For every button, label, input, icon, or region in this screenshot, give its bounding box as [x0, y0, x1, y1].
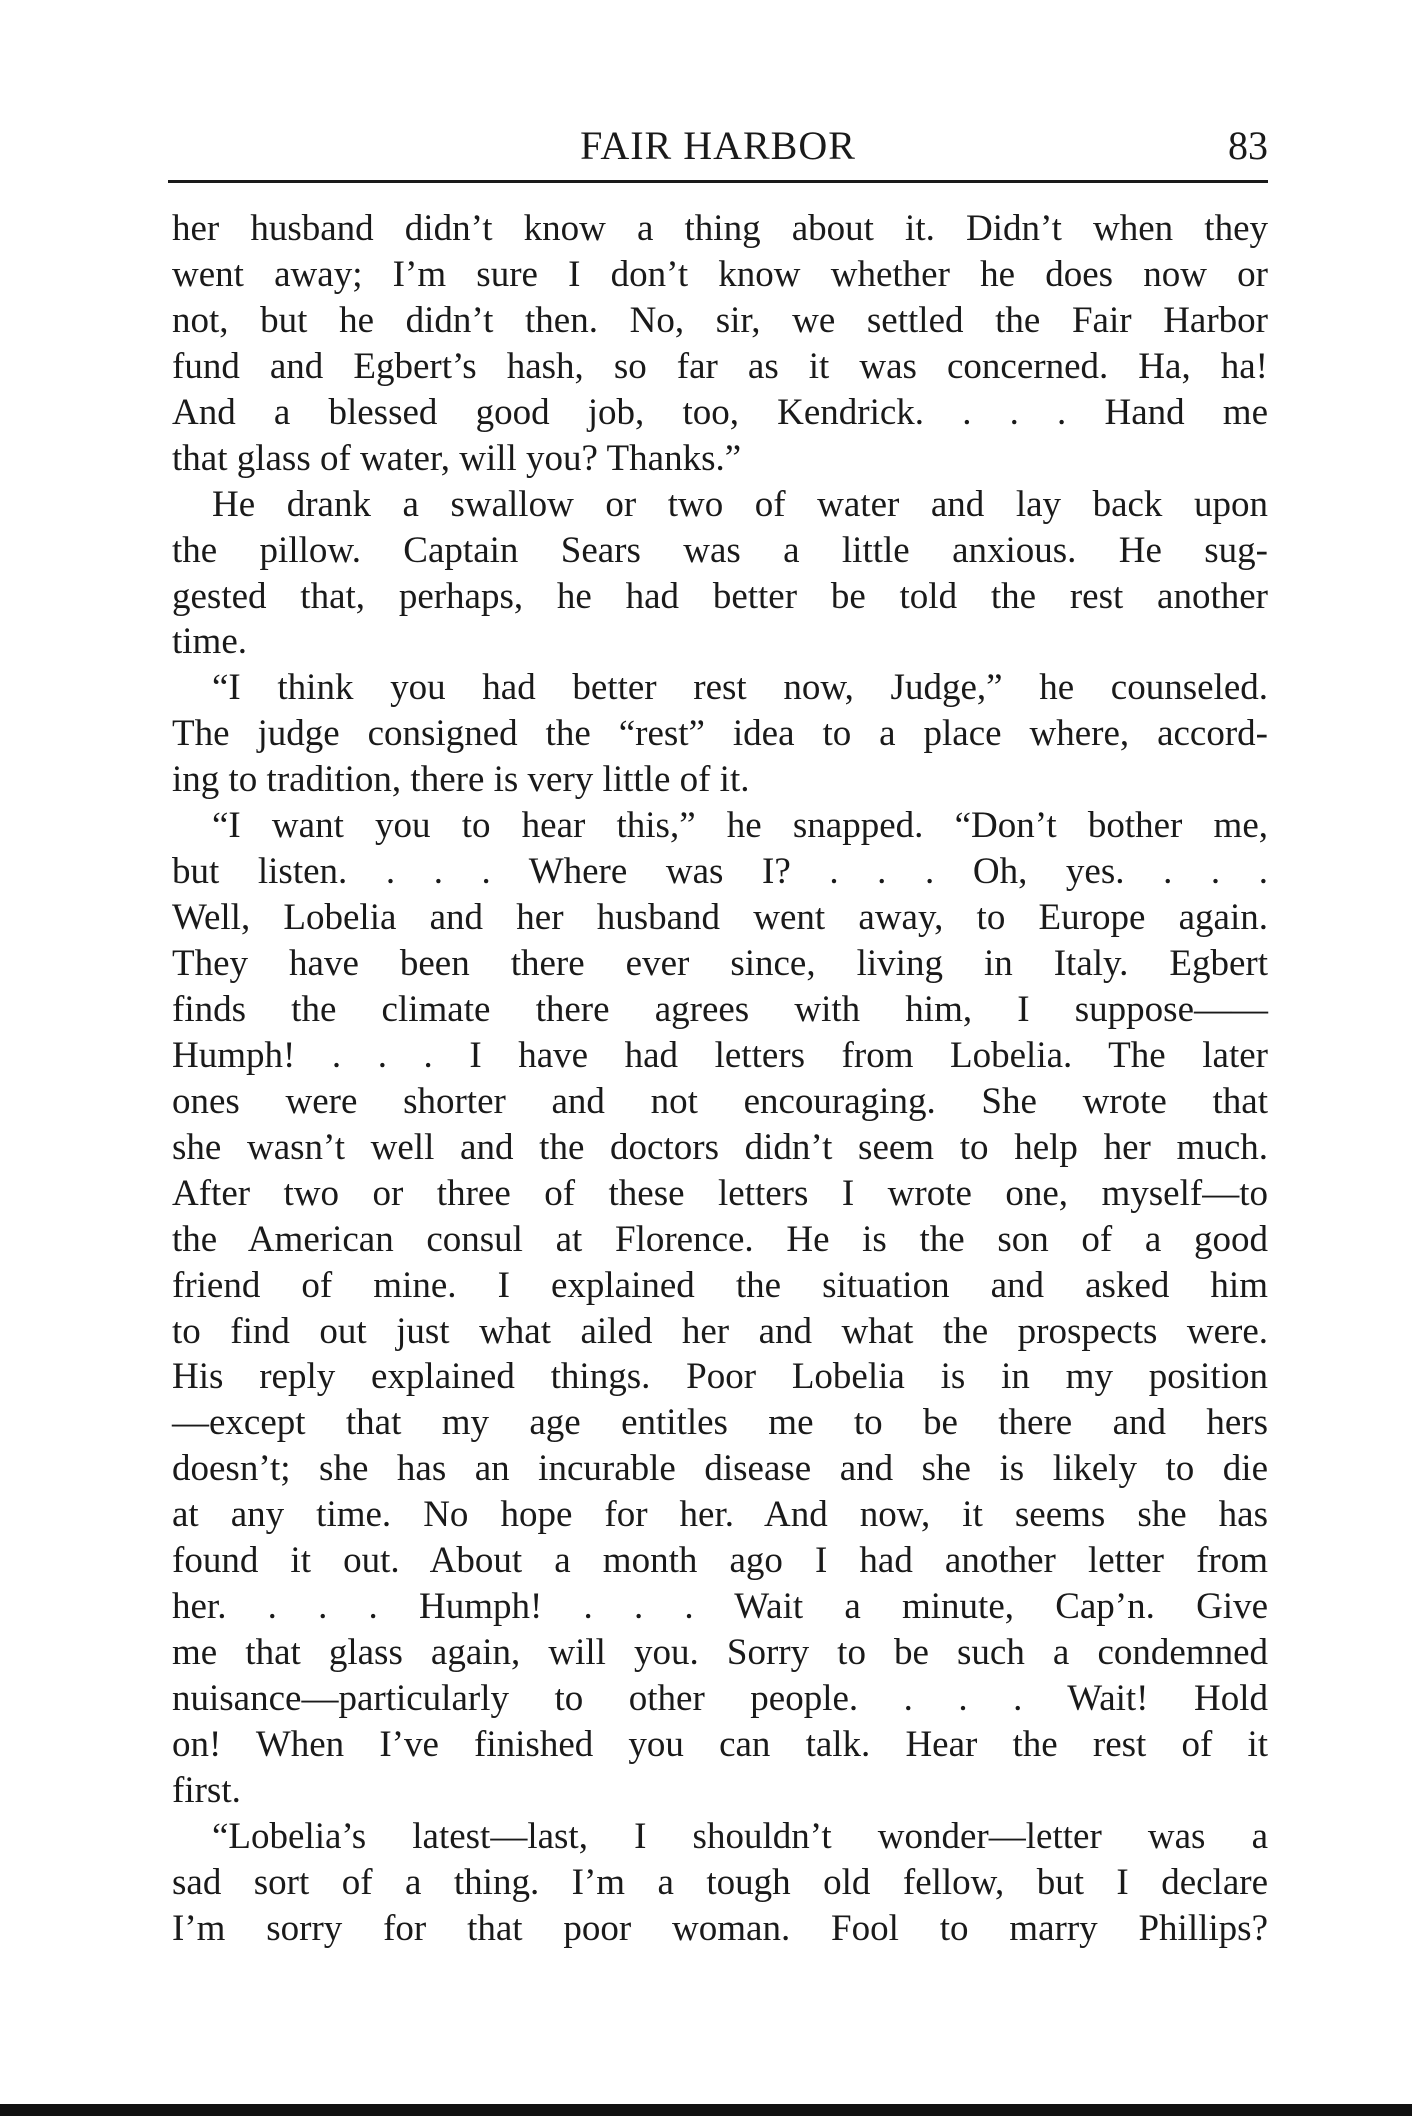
text-line: to find out just what ailed her and what the prospects were. — [172, 1310, 1268, 1352]
text-line: the pillow. Captain Sears was a little anxious. He sug- — [172, 529, 1268, 571]
text-line: ing to tradition, there is very little of it. — [172, 759, 750, 801]
text-line: fund and Egbert’s hash, so far as it was concerned. Ha, ha! — [172, 345, 1268, 387]
text-line: “I think you had better rest now, Judge,” he counseled. — [212, 667, 1268, 709]
text-line: After two or three of these letters I wrote one, myself—to — [172, 1172, 1268, 1214]
text-line: that glass of water, will you? Thanks.” — [172, 437, 742, 479]
text-line: Humph! . . . I have had letters from Lobelia. The later — [172, 1034, 1268, 1076]
text-line: time. — [172, 621, 248, 663]
text-line: And a blessed good job, too, Kendrick. . . . Hand me — [172, 391, 1268, 433]
text-line: I’m sorry for that poor woman. Fool to marry Phillips? — [172, 1907, 1268, 1949]
text-line: on! When I’ve finished you can talk. Hear the rest of it — [172, 1723, 1268, 1765]
text-line: He drank a swallow or two of water and lay back upon — [212, 483, 1268, 525]
text-line: “Lobelia’s latest—last, I shouldn’t wonder—letter was a — [212, 1815, 1268, 1857]
header-rule — [168, 180, 1268, 183]
text-line: she wasn’t well and the doctors didn’t seem to help her much. — [172, 1126, 1268, 1168]
text-line: His reply explained things. Poor Lobelia is in my position — [172, 1356, 1268, 1398]
text-line: first. — [172, 1769, 241, 1811]
page-number: 83 — [1228, 123, 1268, 168]
text-line: me that glass again, will you. Sorry to be such a condemned — [172, 1632, 1268, 1674]
text-line: sad sort of a thing. I’m a tough old fellow, but I declare — [172, 1861, 1268, 1903]
running-title: FAIR HARBOR — [580, 123, 856, 168]
text-line: found it out. About a month ago I had another letter from — [172, 1540, 1268, 1582]
text-line: Well, Lobelia and her husband went away, to Europe again. — [172, 897, 1268, 939]
text-line: the American consul at Florence. He is the son of a good — [172, 1218, 1268, 1260]
text-line: finds the climate there agrees with him, I suppose—— — [172, 988, 1268, 1030]
text-line: doesn’t; she has an incurable disease and she is likely to die — [172, 1448, 1268, 1490]
text-line: —except that my age entitles me to be there and hers — [172, 1402, 1268, 1444]
text-line: her husband didn’t know a thing about it. Didn’t when they — [172, 208, 1268, 249]
text-line: ones were shorter and not encouraging. She wrote that — [172, 1080, 1268, 1122]
text-line: at any time. No hope for her. And now, it seems she has — [172, 1494, 1268, 1536]
text-line: friend of mine. I explained the situation and asked him — [172, 1264, 1268, 1306]
text-line: They have been there ever since, living in Italy. Egbert — [172, 943, 1268, 984]
text-line: but listen. . . . Where was I? . . . Oh, yes. . . . — [172, 851, 1268, 893]
page-bottom-edge — [0, 2104, 1412, 2116]
text-line: her. . . . Humph! . . . Wait a minute, Cap’n. Give — [172, 1586, 1268, 1628]
running-head — [168, 118, 1268, 178]
body-text — [172, 206, 1268, 1952]
text-line: “I want you to hear this,” he snapped. “Don’t bother me, — [212, 805, 1268, 847]
text-line: gested that, perhaps, he had better be told the rest another — [172, 575, 1268, 617]
text-line: The judge consigned the “rest” idea to a place where, accord- — [172, 713, 1268, 755]
text-line: not, but he didn’t then. No, sir, we settled the Fair Harbor — [172, 299, 1268, 341]
text-line: nuisance—particularly to other people. . . . Wait! Hold — [172, 1678, 1268, 1719]
text-line: went away; I’m sure I don’t know whether he does now or — [172, 253, 1268, 295]
